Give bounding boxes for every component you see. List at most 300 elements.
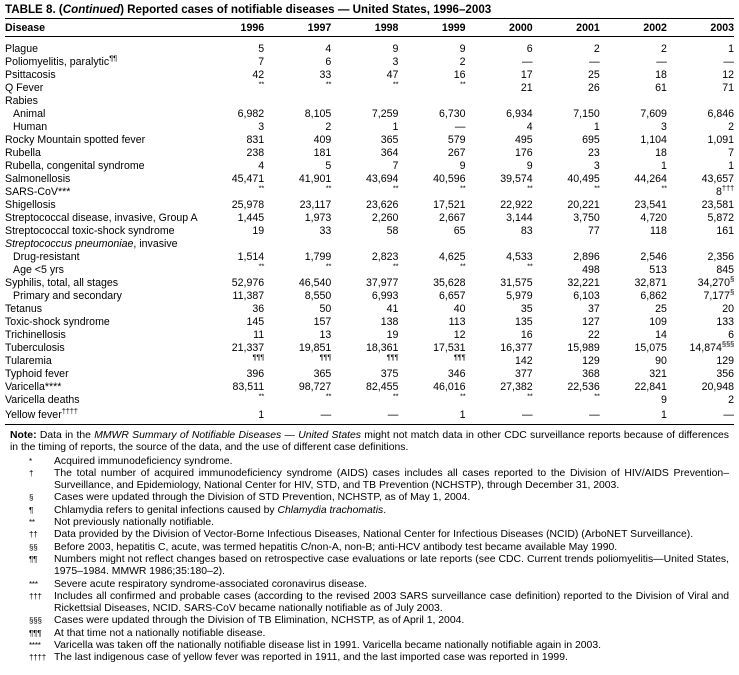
value-cell: ¶¶¶ xyxy=(252,352,265,362)
value-cell: 21 xyxy=(520,82,533,94)
value-cell: 82,455 xyxy=(365,381,399,393)
value-cell: 346 xyxy=(447,368,466,380)
value-cell: 129 xyxy=(716,355,734,367)
column-header-year: 1998 xyxy=(331,19,398,37)
value-cell: 39,574 xyxy=(500,173,533,185)
value-cell: 2,667 xyxy=(438,212,466,224)
value-cell: 7 xyxy=(258,56,265,68)
footnote-text: Severe acute respiratory syndrome-associated coronavirus disease. xyxy=(54,578,368,590)
value-cell: 15,075 xyxy=(634,342,667,354)
disease-label: Q Fever xyxy=(5,82,44,94)
value-cell: 1,799 xyxy=(304,251,332,263)
value-cell: 6,103 xyxy=(573,290,600,302)
value-cell: 83 xyxy=(520,225,533,237)
value-cell: 1 xyxy=(660,160,667,172)
disease-label: Psittacosis xyxy=(5,69,56,81)
value-cell xyxy=(600,238,667,251)
value-cell: 133 xyxy=(716,316,734,328)
value-cell: 17,521 xyxy=(433,199,466,211)
table-row xyxy=(5,186,734,199)
value-cell: 127 xyxy=(582,316,600,328)
value-cell: 321 xyxy=(649,368,667,380)
value-cell: 3 xyxy=(392,56,399,68)
value-cell: 2,546 xyxy=(640,251,667,263)
disease-label: Drug-resistant xyxy=(13,251,80,263)
value-cell: 20,221 xyxy=(567,199,600,211)
value-cell xyxy=(466,238,533,251)
value-cell: 4 xyxy=(526,121,533,133)
footnote xyxy=(10,628,729,640)
disease-label: Tularemia xyxy=(5,355,52,367)
footnote xyxy=(10,517,729,529)
value-cell: 9 xyxy=(660,394,667,406)
value-cell: — xyxy=(264,407,331,425)
footnote-marker: †††† xyxy=(29,653,46,663)
footnote xyxy=(10,468,729,493)
value-cell: 9 xyxy=(392,43,399,55)
disease-label: Rubella, congenital syndrome xyxy=(5,160,145,172)
footnote-list xyxy=(10,456,729,665)
table-row xyxy=(5,212,734,225)
value-cell: 25 xyxy=(587,69,600,81)
value-cell: 41 xyxy=(386,303,399,315)
value-cell: ** xyxy=(594,183,600,193)
column-header-year: 2002 xyxy=(600,19,667,37)
value-cell: 845 xyxy=(716,264,734,276)
notifiable-diseases-table xyxy=(5,19,734,425)
value-cell: 2,823 xyxy=(371,251,399,263)
disease-label: Plague xyxy=(5,43,38,55)
value-cell: 77 xyxy=(587,225,600,237)
table-body xyxy=(5,37,734,425)
value-cell: ** xyxy=(325,79,332,89)
table-row xyxy=(5,147,734,160)
value-cell: 46,540 xyxy=(298,277,332,289)
disease-label: Rubella xyxy=(5,147,41,159)
disease-label: Poliomyelitis, paralytic¶¶ xyxy=(5,53,117,68)
value-cell: 11,387 xyxy=(232,290,265,302)
table-row xyxy=(5,316,734,329)
value-cell xyxy=(533,238,600,251)
value-cell: 4,720 xyxy=(640,212,667,224)
value-cell: ** xyxy=(325,261,332,271)
value-cell: 1 xyxy=(600,407,667,425)
disease-label: Varicella**** xyxy=(5,381,62,393)
value-cell: 14 xyxy=(655,329,667,341)
value-cell: 71 xyxy=(722,82,734,94)
value-cell: 3 xyxy=(660,121,667,133)
table-row xyxy=(5,381,734,394)
value-cell: 25,978 xyxy=(231,199,265,211)
value-cell xyxy=(264,95,331,108)
value-cell: ¶¶¶ xyxy=(319,352,332,362)
value-cell: 579 xyxy=(447,134,466,146)
footnote-text: Cases were updated through the Division of TB Elimination, NCHSTP, as of April 1, 2004. xyxy=(54,615,465,627)
value-cell: 17,531 xyxy=(433,342,466,354)
value-cell: 2 xyxy=(593,43,600,55)
value-cell: ** xyxy=(325,183,332,193)
value-cell: 129 xyxy=(582,355,600,367)
value-cell: 1,104 xyxy=(640,134,667,146)
footnote-marker: † xyxy=(29,468,34,478)
footnote xyxy=(10,591,729,616)
value-cell: ** xyxy=(459,183,466,193)
value-cell: 157 xyxy=(313,316,332,328)
disease-label: Tetanus xyxy=(5,303,43,315)
value-cell: — xyxy=(667,407,734,425)
value-cell: 8,105 xyxy=(304,108,332,120)
footnote xyxy=(10,652,729,664)
value-cell xyxy=(533,95,600,108)
table-row xyxy=(5,342,734,355)
value-cell: 6,862 xyxy=(640,290,667,302)
value-cell: 2,896 xyxy=(573,251,600,263)
table-row xyxy=(5,199,734,212)
value-cell: 40,495 xyxy=(567,173,600,185)
value-cell: ** xyxy=(258,79,265,89)
value-cell: — xyxy=(589,56,600,68)
value-cell: ¶¶¶ xyxy=(386,352,399,362)
table-row xyxy=(5,69,734,82)
value-cell: 695 xyxy=(582,134,600,146)
table-row xyxy=(5,82,734,95)
value-cell: 23,626 xyxy=(365,199,399,211)
value-cell: 43,657 xyxy=(701,173,734,185)
footnote xyxy=(10,529,729,541)
value-cell: 23,117 xyxy=(299,199,332,211)
footnote-marker: §§ xyxy=(29,542,38,552)
value-cell: 65 xyxy=(453,225,466,237)
disease-label: Primary and secondary xyxy=(13,290,122,302)
footnote xyxy=(10,492,729,504)
value-cell: 5,872 xyxy=(707,212,734,224)
footnote xyxy=(10,640,729,652)
value-cell: 2 xyxy=(660,43,667,55)
value-cell: 40,596 xyxy=(433,173,466,185)
value-cell: 2,260 xyxy=(371,212,399,224)
value-cell: 6 xyxy=(526,43,533,55)
value-cell: 9 xyxy=(459,160,466,172)
value-cell: ** xyxy=(661,183,667,193)
value-cell: — xyxy=(656,56,667,68)
value-cell: 1 xyxy=(392,121,399,133)
value-cell: 4,533 xyxy=(506,251,533,263)
value-cell: ** xyxy=(459,79,466,89)
table-row xyxy=(5,290,734,303)
value-cell: ** xyxy=(392,183,399,193)
value-cell: 364 xyxy=(380,147,399,159)
disease-label: Streptococcal toxic-shock syndrome xyxy=(5,225,175,237)
value-cell: 20 xyxy=(722,303,734,315)
value-cell: 161 xyxy=(716,225,734,237)
value-cell: 1 xyxy=(398,407,465,425)
value-cell: 40 xyxy=(453,303,466,315)
value-cell: 12 xyxy=(453,329,466,341)
value-cell xyxy=(667,95,734,108)
table-row xyxy=(5,355,734,368)
value-cell: ** xyxy=(527,261,533,271)
value-cell: 6,657 xyxy=(438,290,466,302)
value-cell: 5,979 xyxy=(506,290,533,302)
value-cell: 495 xyxy=(514,134,533,146)
table-row xyxy=(5,173,734,186)
value-cell: 365 xyxy=(380,134,399,146)
table-row xyxy=(5,264,734,277)
value-cell: 368 xyxy=(582,368,600,380)
value-cell: 267 xyxy=(447,147,466,159)
column-header-year: 2001 xyxy=(533,19,600,37)
footnote-marker: * xyxy=(29,456,32,466)
value-cell xyxy=(197,95,264,108)
value-cell: 32,221 xyxy=(567,277,600,289)
value-cell: ¶¶¶ xyxy=(453,352,466,362)
value-cell xyxy=(667,238,734,251)
value-cell: 6,982 xyxy=(237,108,265,120)
value-cell: ** xyxy=(392,261,399,271)
disease-label: Streptococcal disease, invasive, Group A xyxy=(5,212,198,224)
value-cell xyxy=(197,238,264,251)
value-cell: 23,581 xyxy=(701,199,734,211)
value-cell: 142 xyxy=(514,355,533,367)
value-cell: 109 xyxy=(649,316,667,328)
value-cell: 409 xyxy=(313,134,332,146)
value-cell: ** xyxy=(527,183,533,193)
column-header-year: 1996 xyxy=(197,19,264,37)
value-cell: 13 xyxy=(319,329,332,341)
value-cell: 5 xyxy=(325,160,332,172)
value-cell: 16,377 xyxy=(500,342,533,354)
footnote-marker: ** xyxy=(29,518,35,528)
value-cell xyxy=(600,95,667,108)
value-cell: — xyxy=(723,56,734,68)
disease-label: Typhoid fever xyxy=(5,368,69,380)
value-cell: 44,264 xyxy=(634,173,667,185)
value-cell: 513 xyxy=(649,264,667,276)
value-cell: 9 xyxy=(459,43,466,55)
value-cell xyxy=(398,238,465,251)
value-cell: 4 xyxy=(325,43,332,55)
footnote xyxy=(10,456,729,468)
value-cell: 37 xyxy=(587,303,600,315)
value-cell: 118 xyxy=(649,225,667,237)
value-cell: 1 xyxy=(728,43,734,55)
value-cell: 5 xyxy=(258,43,265,55)
value-cell: 43,694 xyxy=(365,173,399,185)
value-cell: 16 xyxy=(453,69,466,81)
value-cell: 45,471 xyxy=(231,173,265,185)
footnote-marker: ¶¶ xyxy=(29,554,38,564)
column-header-disease: Disease xyxy=(5,19,197,37)
footnote-text: Cases were updated through the Division of STD Prevention, NCHSTP, as of May 1, 2004. xyxy=(54,492,471,504)
value-cell: 377 xyxy=(514,368,533,380)
note-text: Data in the MMWR Summary of Notifiable Diseases — United States might not match data in other CDC surveillance reports because of differences in the timing of reports, the source of the data, and the use of different case definitions. xyxy=(10,430,730,454)
footnote-text: Numbers might not reflect changes based on retrospective case evaluations or late reports (see CDC. Current trends poliomyelitis—United States, 1975–1984. MMWR 1986;35:180–2). xyxy=(54,553,729,578)
value-cell: 3 xyxy=(593,160,600,172)
value-cell: 365 xyxy=(313,368,332,380)
table-row xyxy=(5,108,734,121)
value-cell: 83,511 xyxy=(232,381,265,393)
value-cell: 26 xyxy=(587,82,600,94)
footnote xyxy=(10,505,729,517)
value-cell: 3,750 xyxy=(573,212,600,224)
value-cell: 35,628 xyxy=(433,277,466,289)
disease-label: Shigellosis xyxy=(5,199,56,211)
disease-label: Human xyxy=(13,121,48,133)
disease-label: Toxic-shock syndrome xyxy=(5,316,110,328)
disease-label: Varicella deaths xyxy=(5,394,80,406)
header-row xyxy=(5,19,734,37)
value-cell: 7,150 xyxy=(573,108,600,120)
value-cell: ** xyxy=(594,391,600,401)
value-cell: 7,609 xyxy=(640,108,667,120)
value-cell: 8,550 xyxy=(304,290,332,302)
value-cell: 1,445 xyxy=(237,212,265,224)
footnote xyxy=(10,542,729,554)
value-cell: 4,625 xyxy=(438,251,466,263)
value-cell: 7 xyxy=(728,147,734,159)
value-cell: — xyxy=(454,121,466,133)
value-cell: 6,846 xyxy=(707,108,734,120)
footnote xyxy=(10,579,729,591)
value-cell: 17 xyxy=(520,69,533,81)
column-header-year: 2003 xyxy=(667,19,734,37)
disease-label: Age <5 yrs xyxy=(13,264,64,276)
table-row xyxy=(5,134,734,147)
value-cell xyxy=(398,95,465,108)
footnote-text: Before 2003, hepatitis C, acute, was termed hepatitis C/non-A, non-B; anti-HCV antibody test became available May 1990. xyxy=(54,541,618,553)
value-cell: 1,091 xyxy=(707,134,734,146)
footnote-text: Not previously nationally notifiable. xyxy=(54,517,214,529)
value-cell: 47 xyxy=(386,69,399,81)
value-cell: ** xyxy=(392,391,399,401)
value-cell: 18,361 xyxy=(365,342,399,354)
column-header-year: 1999 xyxy=(398,19,465,37)
table-row xyxy=(5,303,734,316)
value-cell: 2 xyxy=(459,56,466,68)
table-row xyxy=(5,121,734,134)
value-cell: 14,874§§§ xyxy=(689,339,734,354)
value-cell: 25 xyxy=(655,303,667,315)
value-cell: 7 xyxy=(392,160,399,172)
footnote-marker: †† xyxy=(29,530,38,540)
disease-label: Salmonellosis xyxy=(5,173,71,185)
value-cell: 98,727 xyxy=(298,381,332,393)
footnote-text: Includes all confirmed and probable cases (according to the revised 2003 SARS surveillance case definition) reported to the Division of Viral and Rickettsial Diseases, NCID. SARS-CoV became nationally notifiable as of July 2003. xyxy=(54,590,729,615)
value-cell: 238 xyxy=(246,147,265,159)
value-cell: ** xyxy=(325,391,332,401)
value-cell: 3,144 xyxy=(506,212,533,224)
value-cell: 19,851 xyxy=(298,342,332,354)
value-cell: 138 xyxy=(380,316,399,328)
value-cell: 33 xyxy=(319,69,332,81)
value-cell: 2 xyxy=(728,394,734,406)
value-cell: 36 xyxy=(252,303,265,315)
disease-label: Animal xyxy=(13,108,46,120)
value-cell: 113 xyxy=(448,316,466,328)
disease-label: Yellow fever†††† xyxy=(5,407,197,425)
value-cell: 4 xyxy=(258,160,265,172)
value-cell: 831 xyxy=(246,134,265,146)
value-cell: 32,871 xyxy=(634,277,667,289)
table-row xyxy=(5,394,734,407)
value-cell: 7,177§ xyxy=(703,287,734,302)
value-cell: 11 xyxy=(253,329,265,341)
value-cell xyxy=(331,95,398,108)
value-cell: ** xyxy=(258,261,265,271)
value-cell: 90 xyxy=(655,355,667,367)
value-cell: 2 xyxy=(728,121,734,133)
value-cell: 42 xyxy=(252,69,265,81)
value-cell: 1 xyxy=(593,121,600,133)
footnote-marker: §§§ xyxy=(29,616,42,626)
footnote xyxy=(10,554,729,579)
value-cell: ** xyxy=(258,391,265,401)
footnote-text: Acquired immunodeficiency syndrome. xyxy=(54,455,233,467)
value-cell: ** xyxy=(459,391,466,401)
value-cell: 8††† xyxy=(716,183,734,198)
value-cell: 6,934 xyxy=(506,108,533,120)
value-cell: 50 xyxy=(319,303,332,315)
footnote-text: At that time not a nationally notifiable disease. xyxy=(54,627,266,639)
value-cell: 7,259 xyxy=(371,108,399,120)
value-cell: 375 xyxy=(380,368,399,380)
footnote-text: Varicella was taken off the nationally notifiable disease list in 1991. Varicella became nationally notifiable again in 2003. xyxy=(54,640,602,652)
value-cell: 22,922 xyxy=(500,199,533,211)
column-header-year: 2000 xyxy=(466,19,533,37)
table-row xyxy=(5,407,734,425)
table-row xyxy=(5,225,734,238)
column-header-year: 1997 xyxy=(264,19,331,37)
table-row xyxy=(5,368,734,381)
value-cell: 9 xyxy=(526,160,533,172)
footnote-marker: ¶¶¶ xyxy=(29,628,42,638)
value-cell: 46,016 xyxy=(433,381,466,393)
value-cell: 23 xyxy=(587,147,600,159)
footnote-text: Data provided by the Division of Vector-Borne Infectious Diseases, National Center for Infectious Diseases (NCID) (ArboNET Surveillance). xyxy=(54,529,694,541)
value-cell: 15,989 xyxy=(567,342,600,354)
value-cell: 356 xyxy=(716,368,734,380)
footnote-marker: ††† xyxy=(29,591,42,601)
value-cell: 498 xyxy=(582,264,600,276)
disease-label: Streptococcus pneumoniae, invasive xyxy=(5,238,178,250)
disease-label: Rabies xyxy=(5,95,38,107)
value-cell: 61 xyxy=(655,82,667,94)
disease-label: Rocky Mountain spotted fever xyxy=(5,134,146,146)
footnote-text: The total number of acquired immunodeficiency syndrome (AIDS) cases includes all cases reported to the Division of HIV/AIDS Prevention–Surveillance, and Epidemiology, National Center for HIV, STD, and TB Prevention (NCHSTP), through December 31, 2003. xyxy=(54,467,729,492)
value-cell: 3 xyxy=(258,121,265,133)
table-row xyxy=(5,160,734,173)
value-cell: 18 xyxy=(655,147,667,159)
value-cell: 34,270§ xyxy=(697,274,734,289)
value-cell: 1,514 xyxy=(237,251,265,263)
value-cell: 135 xyxy=(514,316,533,328)
value-cell: 23,541 xyxy=(634,199,667,211)
value-cell: 20,948 xyxy=(701,381,734,393)
note-paragraph xyxy=(10,430,729,455)
value-cell: 1,973 xyxy=(304,212,332,224)
value-cell: ** xyxy=(258,183,265,193)
value-cell: 41,901 xyxy=(298,173,332,185)
value-cell: 12 xyxy=(722,69,734,81)
footnote xyxy=(10,615,729,627)
value-cell: ** xyxy=(459,261,466,271)
disease-label: Syphilis, total, all stages xyxy=(5,277,119,289)
value-cell: 37,977 xyxy=(365,277,399,289)
table-title: TABLE 8. (Continued) Reported cases of notifiable diseases — United States, 1996–2003 xyxy=(5,3,492,16)
value-cell: 1 xyxy=(728,160,734,172)
value-cell: 1 xyxy=(197,407,264,425)
value-cell xyxy=(331,238,398,251)
